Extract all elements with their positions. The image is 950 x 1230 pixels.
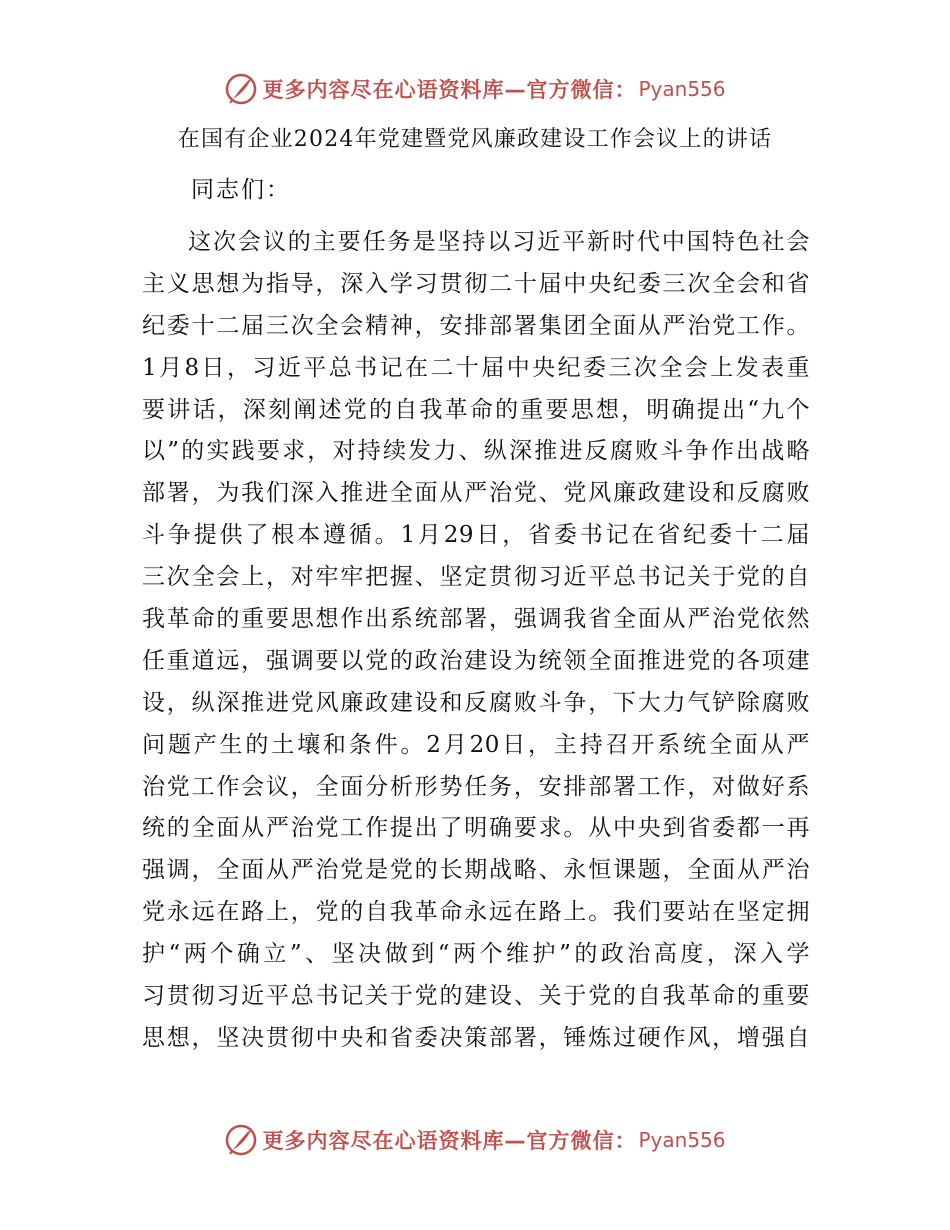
footer-banner (0, 1123, 950, 1157)
body-line: 部署，为我们深入推进全面从严治党、党风廉政建设和反腐败 (142, 480, 810, 507)
body-line: 要讲话，深刻阐述党的自我革命的重要思想，明确提出“九个 (142, 396, 810, 423)
body-line: 纪委十二届三次全会精神，安排部署集团全面从严治党工作。 (142, 312, 810, 339)
salutation: 同志们： (191, 177, 291, 203)
feather-pen-logo-icon (224, 72, 258, 106)
body-line: 这次会议的主要任务是坚持以习近平新时代中国特色社会 (188, 229, 810, 255)
body-line: 统的全面从严治党工作提出了明确要求。从中央到省委都一再 (142, 815, 810, 842)
body-line: 思想，坚决贯彻中央和省委决策部署，锤炼过硬作风，增强自 (142, 1024, 810, 1051)
banner-contact: Pyan556 (638, 77, 726, 101)
banner-text: 更多内容尽在心语资料库—官方微信： (262, 1129, 637, 1153)
body-line: 强调，全面从严治党是党的长期战略、永恒课题，全面从严治 (142, 857, 810, 884)
body-line: 任重道远，强调要以党的政治建设为统领全面推进党的各项建 (142, 647, 810, 674)
document-title: 在国有企业2024年党建暨党风廉政建设工作会议上的讲话 (177, 127, 773, 152)
body-line: 设，纵深推进党风廉政建设和反腐败斗争，下大力气铲除腐败 (142, 689, 810, 716)
body-line: 我革命的重要思想作出系统部署，强调我省全面从严治党依然 (142, 606, 810, 633)
body-line: 治党工作会议，全面分析形势任务，安排部署工作，对做好系 (142, 773, 810, 800)
feather-pen-logo-icon (224, 1123, 258, 1157)
header-banner (0, 72, 950, 106)
body-line: 1月8日，习近平总书记在二十届中央纪委三次全会上发表重 (142, 354, 810, 381)
banner-contact: Pyan556 (638, 1128, 726, 1152)
body-line: 党永远在路上，党的自我革命永远在路上。我们要站在坚定拥 (142, 899, 810, 926)
body-line: 斗争提供了根本遵循。1月29日，省委书记在省纪委十二届 (142, 522, 810, 549)
body-line: 主义思想为指导，深入学习贯彻二十届中央纪委三次全会和省 (142, 270, 810, 297)
banner-text: 更多内容尽在心语资料库—官方微信： (262, 78, 637, 102)
body-line: 习贯彻习近平总书记关于党的建设、关于党的自我革命的重要 (142, 983, 810, 1010)
body-line: 三次全会上，对牢牢把握、坚定贯彻习近平总书记关于党的自 (142, 564, 810, 591)
body-line: 以”的实践要求，对持续发力、纵深推进反腐败斗争作出战略 (142, 438, 810, 465)
body-line: 护“两个确立”、坚决做到“两个维护”的政治高度，深入学 (142, 941, 810, 968)
body-text (142, 222, 810, 1060)
body-line: 问题产生的土壤和条件。2月20日，主持召开系统全面从严 (142, 731, 810, 758)
